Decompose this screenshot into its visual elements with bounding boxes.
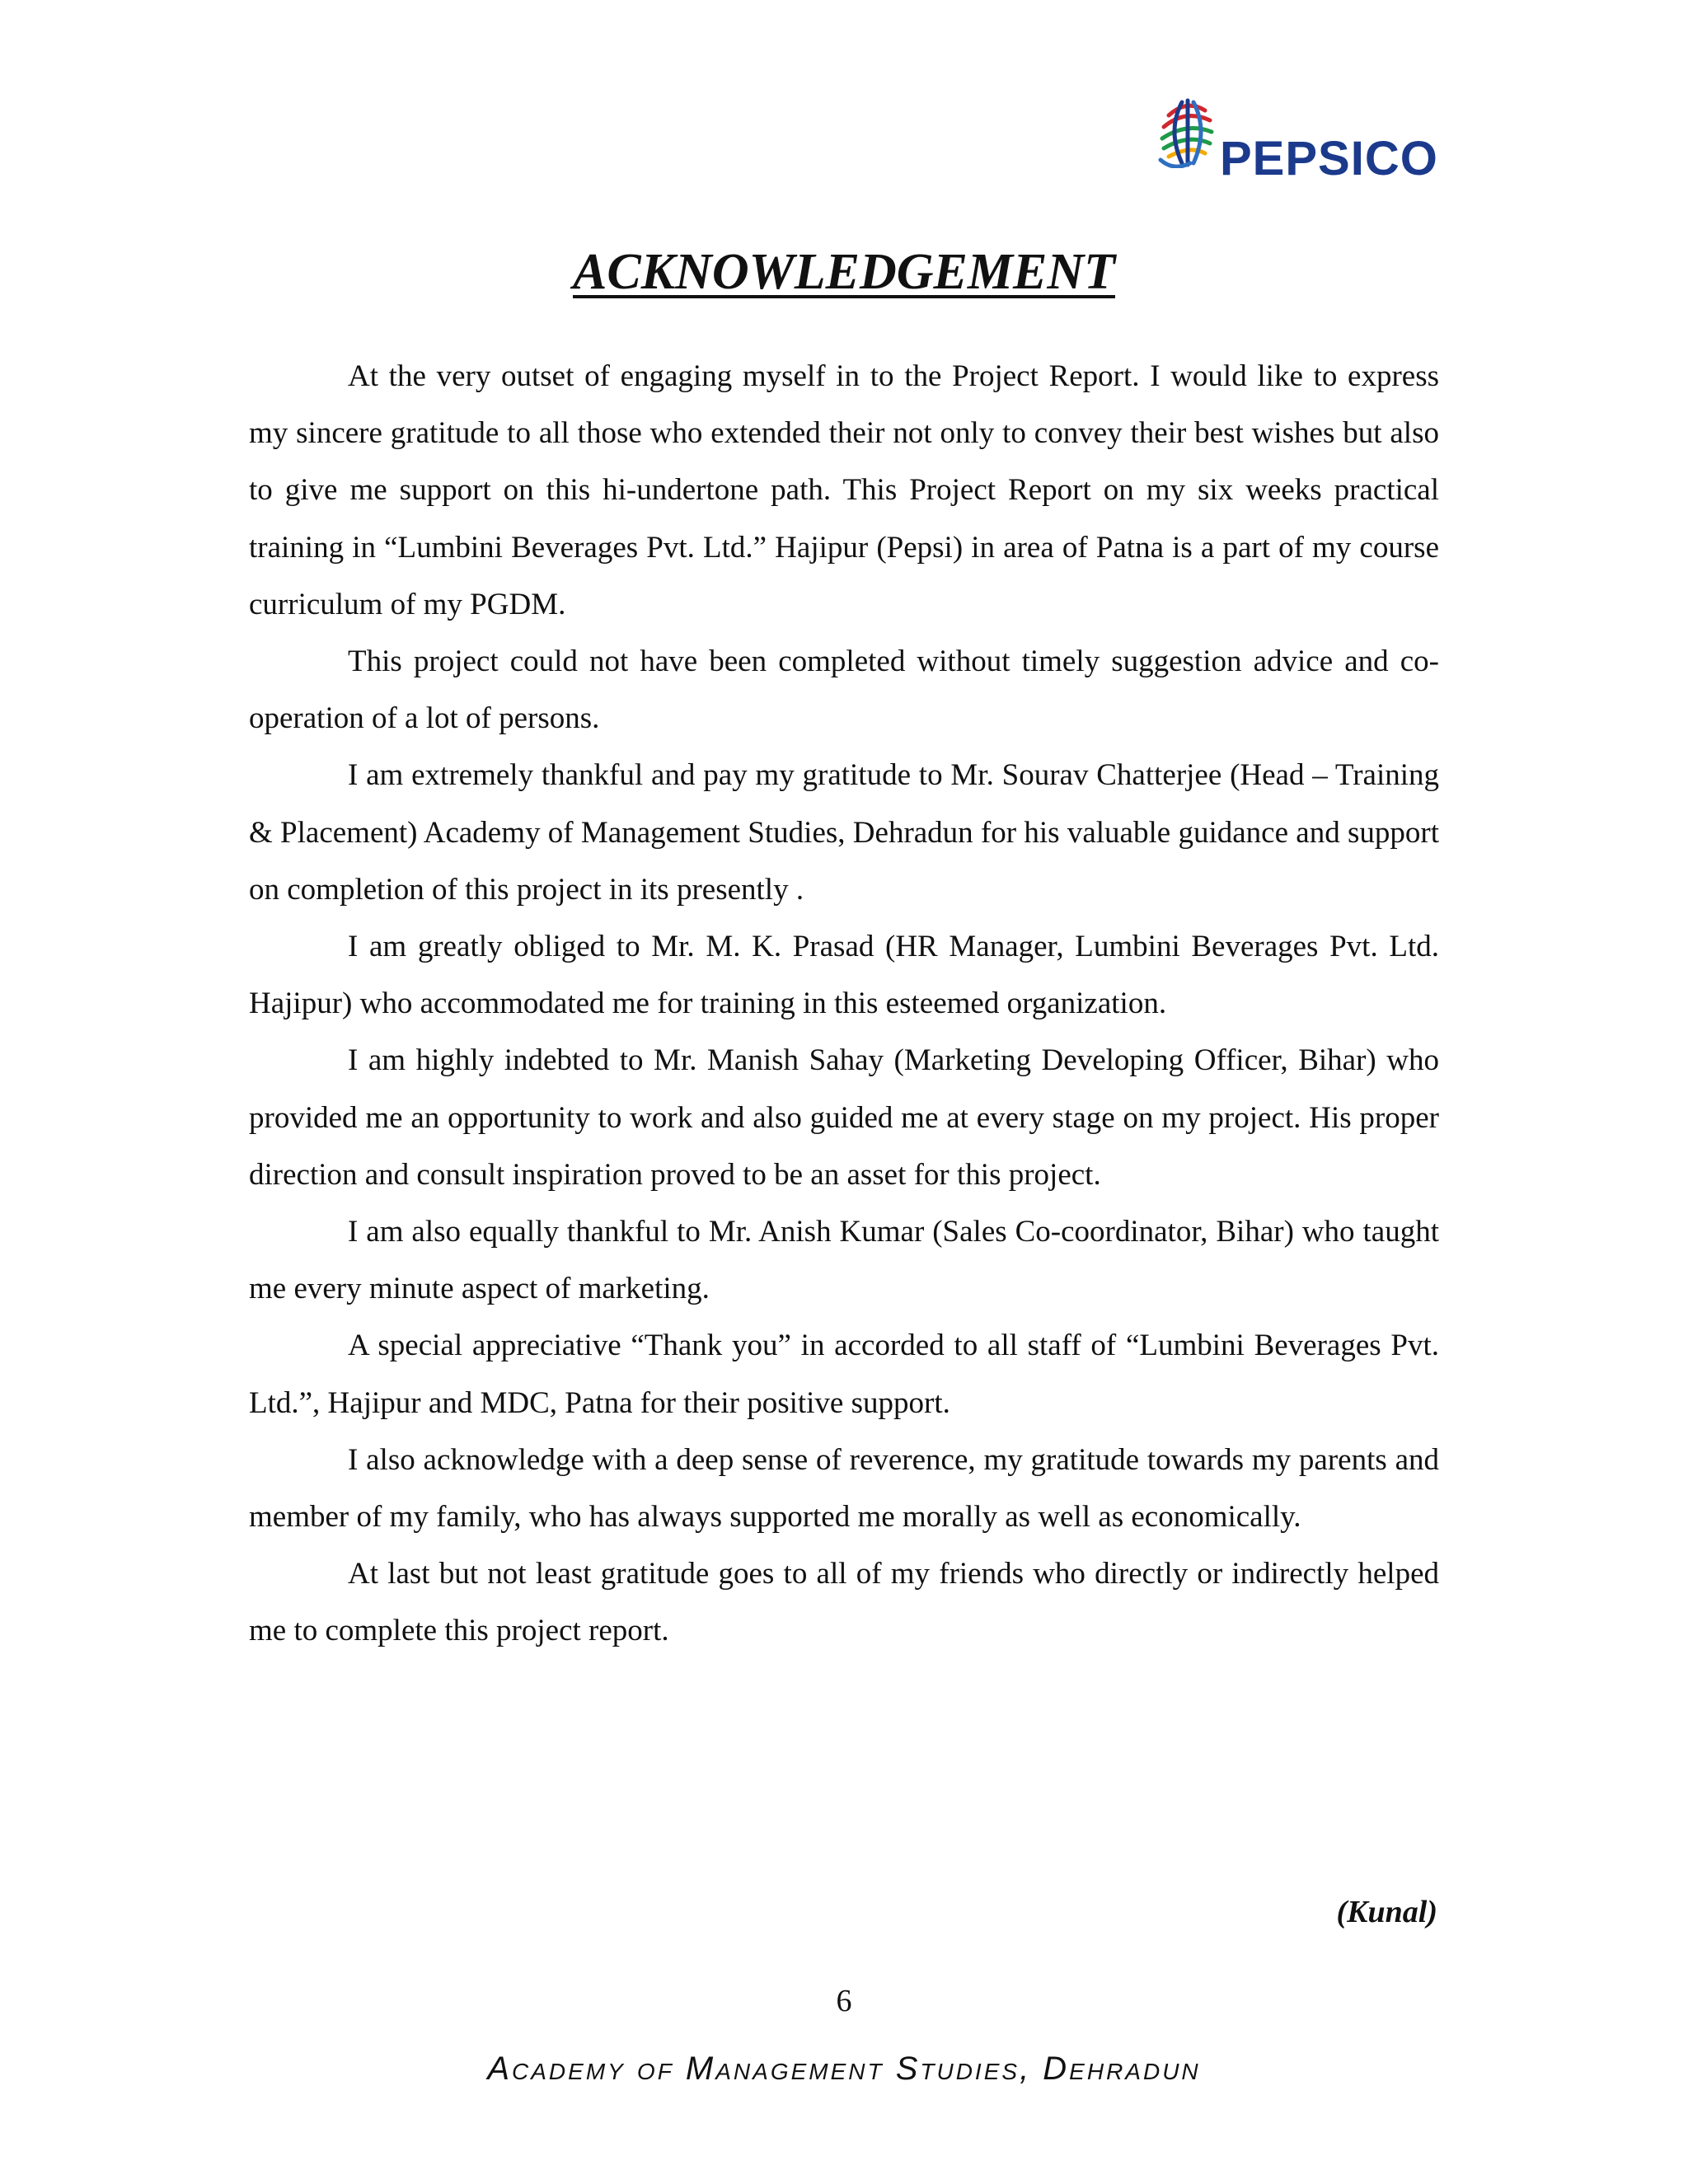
- paragraph-8: I also acknowledge with a deep sense of reverence, my gratitude towards my parents and member of my family, who has always supported me morally as well as economically.: [249, 1442, 1439, 1535]
- pepsico-logo: [1157, 97, 1454, 188]
- paragraph-7: A special appreciative “Thank you” in accorded to all staff of “Lumbini Beverages Pvt. Ltd.”, Hajipur and MDC, Patna for their positive support.: [249, 1329, 1439, 1420]
- paragraph-1: At the very outset of engaging myself in to the Project Report. I would like to express my sincere gratitude to all those who extended their not only to convey their best wishes but also to give me support on this hi-undertone path. This Project Report on my six weeks practical training in “Lumbini Beverages Pvt. Ltd.” Hajipur (Pepsi) in area of Patna is a part of my course curriculum of my PGDM.: [249, 359, 1439, 621]
- page-number: 6: [836, 1984, 852, 2018]
- paragraph-6: I am also equally thankful to Mr. Anish Kumar (Sales Co-coordinator, Bihar) who taught me every minute aspect of marketing.: [249, 1215, 1439, 1306]
- paragraph-9: At last but not least gratitude goes to all of my friends who directly or indirectly helped me to complete this project report.: [249, 1557, 1439, 1648]
- signature: (Kunal): [1336, 1895, 1437, 1929]
- logo-wordmark: PEPSICO: [1220, 132, 1438, 185]
- page-title: ACKNOWLEDGEMENT: [573, 244, 1115, 300]
- globe-icon: [1157, 97, 1220, 168]
- paragraph-5: I am highly indebted to Mr. Manish Sahay (Marketing Developing Officer, Bihar) who provided me an opportunity to work and also guided me at every stage on my project. His proper direction and consult inspiration proved to be an asset for this project.: [249, 1043, 1439, 1192]
- paragraph-4: I am greatly obliged to Mr. M. K. Prasad (HR Manager, Lumbini Beverages Pvt. Ltd. Hajipur) who accommodated me for training in this esteemed organization.: [249, 930, 1439, 1021]
- footer-institution: Academy of Management Studies, Dehradun: [487, 2050, 1201, 2087]
- acknowledgement-body: [249, 348, 1439, 1660]
- paragraph-2: This project could not have been completed without timely suggestion advice and co-operation of a lot of persons.: [249, 644, 1439, 736]
- paragraph-3: I am extremely thankful and pay my gratitude to Mr. Sourav Chatterjee (Head – Training & Placement) Academy of Management Studies, Dehradun for his valuable guidance and support on completion of this project in its presently .: [249, 758, 1439, 907]
